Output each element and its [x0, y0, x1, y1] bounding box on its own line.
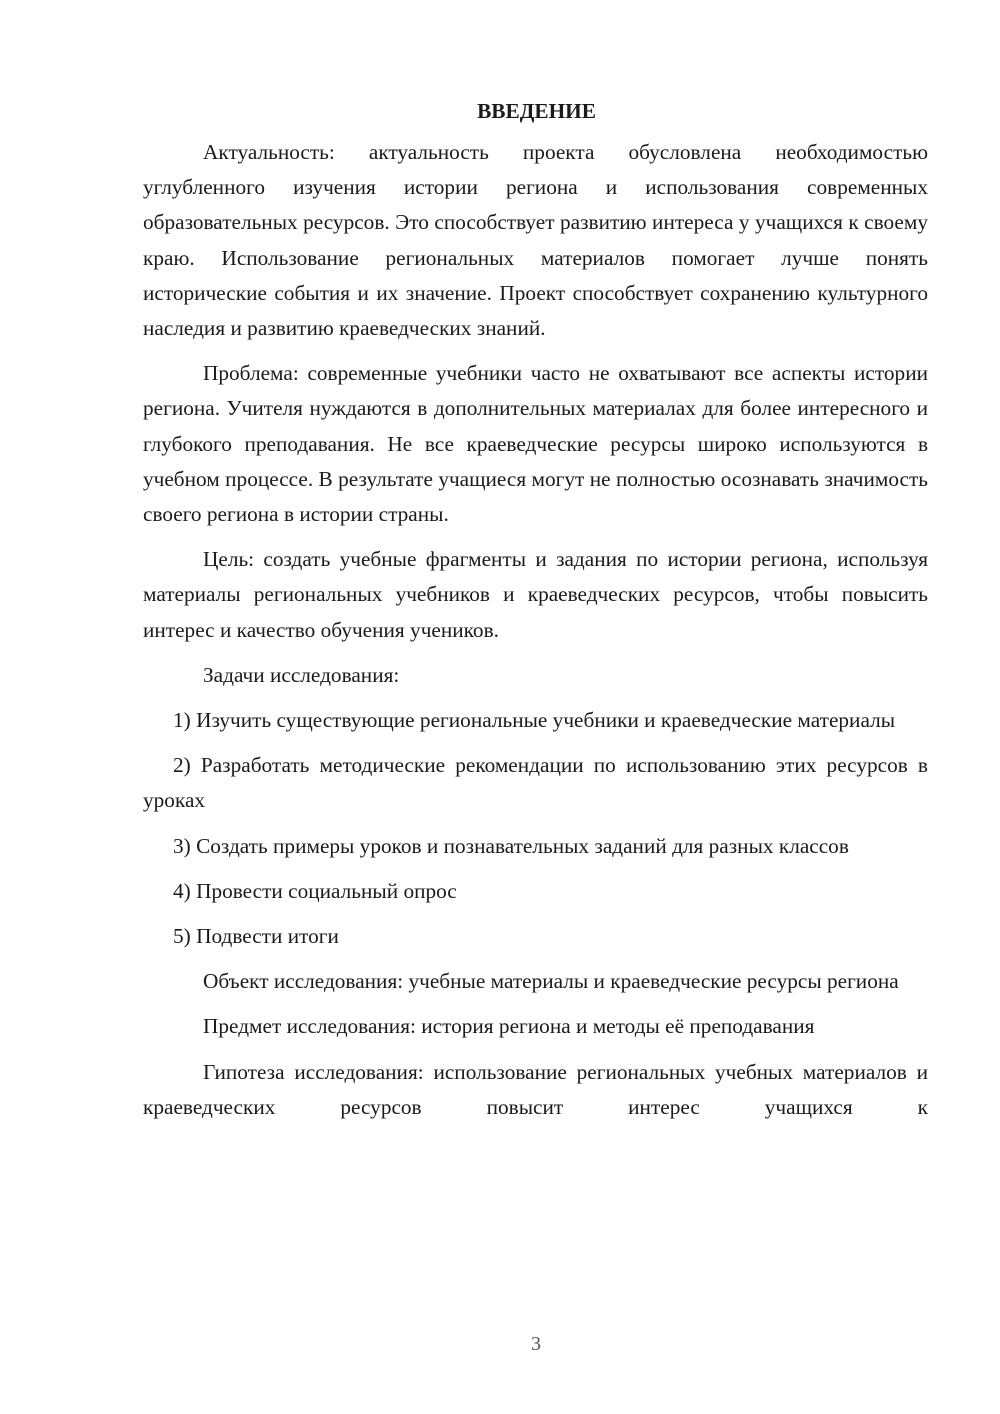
- page-number: 3: [531, 1333, 541, 1355]
- paragraph-object: Объект исследования: учебные материалы и краеведческие ресурсы региона: [203, 969, 899, 994]
- task-item-5: 5) Подвести итоги: [173, 924, 339, 949]
- task-item-4: 4) Провести социальный опрос: [173, 878, 457, 903]
- paragraph-relevance: Актуальность: актуальность проекта обусловлена необходимостью углубленного изучения истории региона и использования современных образовательных ресурсов. Это способствует развитию интереса у учащихся к своему краю. Использование региональных материалов помогает лучше понять исторические события и их значение. Проект способствует сохранению культурного наследия и развитию краеведческих знаний.: [143, 140, 928, 341]
- paragraph-goal: Цель: создать учебные фрагменты и задания по истории региона, используя материалы региональных учебников и краеведческих ресурсов, чтобы повысить интерес и качество обучения учеников.: [143, 547, 928, 642]
- paragraph-problem: Проблема: современные учебники часто не охватывают все аспекты истории региона. Учителя нуждаются в дополнительных материалах для более интересного и глубокого преподавания. Не все краеведческие ресурсы широко используются в учебном процессе. В результате учащиеся могут не полностью осознавать значимость своего региона в истории страны.: [143, 361, 928, 527]
- task-item-2: 2) Разработать методические рекомендации по использованию этих ресурсов в уроках: [143, 753, 928, 813]
- task-item-1: 1) Изучить существующие региональные учебники и краеведческие материалы: [173, 708, 896, 733]
- task-item-3: 3) Создать примеры уроков и познавательных заданий для разных классов: [173, 833, 849, 858]
- section-title: ВВЕДЕНИЕ: [477, 99, 596, 123]
- tasks-heading: Задачи исследования:: [203, 662, 400, 687]
- document-page: [143, 96, 928, 1135]
- paragraph-hypothesis: Гипотеза исследования: использование региональных учебных материалов и краеведческих ресурсов повысит интерес учащихся к: [143, 1059, 928, 1119]
- paragraph-subject: Предмет исследования: история региона и методы её преподавания: [203, 1014, 815, 1039]
